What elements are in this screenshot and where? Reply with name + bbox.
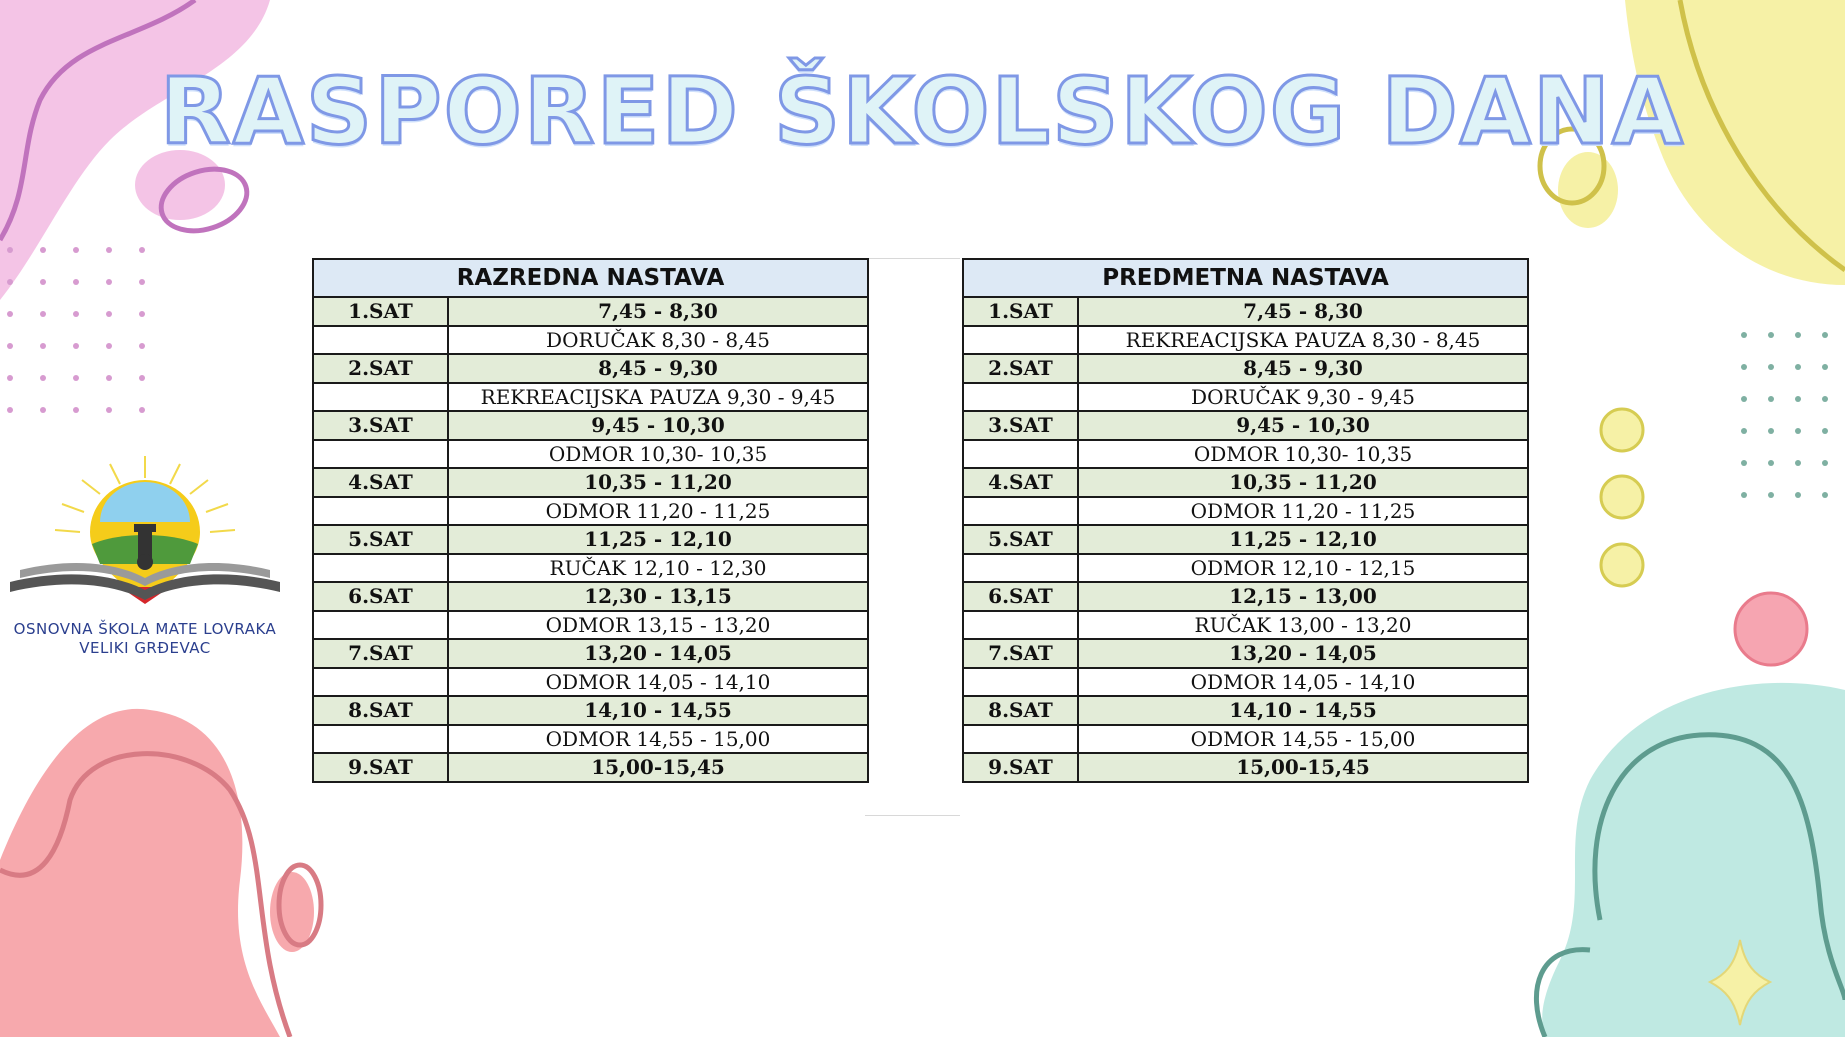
- break-row: [313, 383, 868, 412]
- time-cell: ODMOR 11,20 - 11,25: [1078, 497, 1528, 526]
- razredna-nastava-table: [312, 258, 869, 783]
- lesson-row: [963, 354, 1528, 383]
- period-cell: [313, 326, 448, 355]
- time-cell: ODMOR 10,30- 10,35: [448, 440, 868, 469]
- lesson-row: [313, 639, 868, 668]
- period-cell: 3.SAT: [963, 411, 1078, 440]
- period-cell: 9.SAT: [963, 753, 1078, 782]
- lesson-row: [963, 753, 1528, 782]
- period-cell: [313, 725, 448, 754]
- period-cell: [963, 440, 1078, 469]
- break-row: [963, 554, 1528, 583]
- period-cell: 2.SAT: [963, 354, 1078, 383]
- page-title: RASPORED ŠKOLSKOG DANA: [159, 58, 1686, 165]
- period-cell: 2.SAT: [313, 354, 448, 383]
- time-cell: 8,45 - 9,30: [448, 354, 868, 383]
- time-cell: 13,20 - 14,05: [1078, 639, 1528, 668]
- pink-blob-bottom-left: [0, 709, 280, 1037]
- time-cell: 12,30 - 13,15: [448, 582, 868, 611]
- time-cell: 14,10 - 14,55: [448, 696, 868, 725]
- time-cell: 14,10 - 14,55: [1078, 696, 1528, 725]
- break-row: [313, 668, 868, 697]
- period-cell: [963, 725, 1078, 754]
- period-cell: [313, 440, 448, 469]
- school-logo: [0, 452, 290, 662]
- break-row: [963, 326, 1528, 355]
- period-cell: 6.SAT: [963, 582, 1078, 611]
- period-cell: [313, 611, 448, 640]
- time-cell: 9,45 - 10,30: [1078, 411, 1528, 440]
- period-cell: 4.SAT: [963, 468, 1078, 497]
- lesson-row: [963, 696, 1528, 725]
- time-cell: 13,20 - 14,05: [448, 639, 868, 668]
- period-cell: [313, 383, 448, 412]
- yellow-circle-1: [1601, 409, 1643, 451]
- lesson-row: [963, 639, 1528, 668]
- lesson-row: [313, 696, 868, 725]
- period-cell: [963, 611, 1078, 640]
- time-cell: DORUČAK 8,30 - 8,45: [448, 326, 868, 355]
- school-name: OSNOVNA ŠKOLA MATE LOVRAKA: [13, 620, 277, 638]
- lesson-row: [963, 411, 1528, 440]
- lesson-row: [963, 468, 1528, 497]
- time-cell: 10,35 - 11,20: [448, 468, 868, 497]
- time-cell: RUČAK 13,00 - 13,20: [1078, 611, 1528, 640]
- time-cell: 11,25 - 12,10: [448, 525, 868, 554]
- lesson-row: [963, 297, 1528, 326]
- time-cell: ODMOR 14,55 - 15,00: [448, 725, 868, 754]
- break-row: [963, 497, 1528, 526]
- break-row: [963, 611, 1528, 640]
- break-row: [313, 497, 868, 526]
- period-cell: [963, 554, 1078, 583]
- period-cell: 5.SAT: [963, 525, 1078, 554]
- time-cell: ODMOR 12,10 - 12,15: [1078, 554, 1528, 583]
- lesson-row: [313, 753, 868, 782]
- period-cell: [963, 497, 1078, 526]
- lesson-row: [313, 582, 868, 611]
- break-row: [963, 383, 1528, 412]
- time-cell: ODMOR 14,05 - 14,10: [448, 668, 868, 697]
- time-cell: 7,45 - 8,30: [448, 297, 868, 326]
- break-row: [963, 668, 1528, 697]
- lesson-row: [963, 525, 1528, 554]
- time-cell: ODMOR 14,55 - 15,00: [1078, 725, 1528, 754]
- period-cell: 6.SAT: [313, 582, 448, 611]
- period-cell: [313, 554, 448, 583]
- period-cell: [313, 497, 448, 526]
- period-cell: 5.SAT: [313, 525, 448, 554]
- school-location: VELIKI GRĐEVAC: [79, 639, 211, 657]
- lesson-row: [313, 354, 868, 383]
- time-cell: REKREACIJSKA PAUZA 8,30 - 8,45: [1078, 326, 1528, 355]
- time-cell: RUČAK 12,10 - 12,30: [448, 554, 868, 583]
- break-row: [963, 440, 1528, 469]
- time-cell: ODMOR 14,05 - 14,10: [1078, 668, 1528, 697]
- period-cell: [963, 383, 1078, 412]
- razredna-nastava-rows: [313, 297, 868, 782]
- time-cell: 9,45 - 10,30: [448, 411, 868, 440]
- yellow-circle-2: [1601, 476, 1643, 518]
- time-cell: 15,00-15,45: [1078, 753, 1528, 782]
- time-cell: ODMOR 10,30- 10,35: [1078, 440, 1528, 469]
- period-cell: [963, 668, 1078, 697]
- pink-circle-right: [1735, 593, 1807, 665]
- period-cell: [313, 668, 448, 697]
- period-cell: 9.SAT: [313, 753, 448, 782]
- predmetna-nastava-rows: [963, 297, 1528, 782]
- period-cell: 1.SAT: [963, 297, 1078, 326]
- time-cell: DORUČAK 9,30 - 9,45: [1078, 383, 1528, 412]
- school-logo-emblem: [0, 452, 290, 622]
- time-cell: REKREACIJSKA PAUZA 9,30 - 9,45: [448, 383, 868, 412]
- time-cell: 15,00-15,45: [448, 753, 868, 782]
- lesson-row: [313, 297, 868, 326]
- period-cell: 1.SAT: [313, 297, 448, 326]
- period-cell: 8.SAT: [313, 696, 448, 725]
- time-cell: 7,45 - 8,30: [1078, 297, 1528, 326]
- table-gap: [865, 258, 960, 816]
- break-row: [313, 725, 868, 754]
- time-cell: 10,35 - 11,20: [1078, 468, 1528, 497]
- period-cell: 7.SAT: [963, 639, 1078, 668]
- dot-grid-right: [1741, 332, 1828, 498]
- lesson-row: [963, 582, 1528, 611]
- period-cell: [963, 326, 1078, 355]
- period-cell: 7.SAT: [313, 639, 448, 668]
- break-row: [313, 554, 868, 583]
- lesson-row: [313, 468, 868, 497]
- period-cell: 3.SAT: [313, 411, 448, 440]
- break-row: [963, 725, 1528, 754]
- dot-grid-left: [7, 247, 145, 413]
- time-cell: 12,15 - 13,00: [1078, 582, 1528, 611]
- break-row: [313, 440, 868, 469]
- period-cell: 8.SAT: [963, 696, 1078, 725]
- time-cell: ODMOR 13,15 - 13,20: [448, 611, 868, 640]
- time-cell: ODMOR 11,20 - 11,25: [448, 497, 868, 526]
- break-row: [313, 611, 868, 640]
- break-row: [313, 326, 868, 355]
- lesson-row: [313, 411, 868, 440]
- table-header: RAZREDNA NASTAVA: [313, 259, 868, 297]
- period-cell: 4.SAT: [313, 468, 448, 497]
- predmetna-nastava-table: [962, 258, 1529, 783]
- lesson-row: [313, 525, 868, 554]
- time-cell: 11,25 - 12,10: [1078, 525, 1528, 554]
- time-cell: 8,45 - 9,30: [1078, 354, 1528, 383]
- table-header: PREDMETNA NASTAVA: [963, 259, 1528, 297]
- yellow-circle-3: [1601, 544, 1643, 586]
